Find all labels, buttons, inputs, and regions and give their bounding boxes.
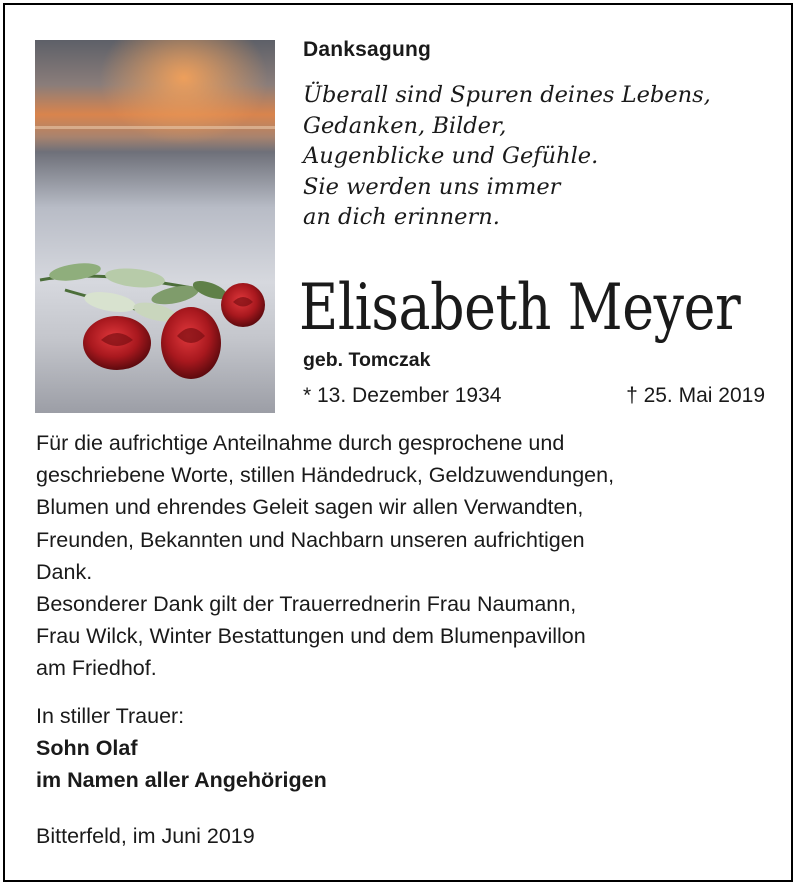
thank-you-text <box>36 427 766 685</box>
text-line: Dank. <box>36 559 93 584</box>
text-line: Besonderer Dank gilt der Trauerrednerin Frau Naumann, <box>36 592 577 617</box>
notice-heading: Danksagung <box>303 38 432 61</box>
poem-line: Augenblicke und Gefühle. <box>303 143 599 169</box>
deceased-name: Elisabeth Meyer <box>299 271 741 345</box>
text-line: Frau Wilck, Winter Bestattungen und dem Blumenpavillon <box>36 624 586 649</box>
poem-line: an dich erinnern. <box>303 204 500 230</box>
text-line: Freunden, Bekannten und Nachbarn unseren aufrichtigen <box>36 527 585 552</box>
birth-date: * 13. Dezember 1934 <box>303 384 502 407</box>
text-line: geschriebene Worte, stillen Händedruck, Geldzuwendungen, <box>36 463 615 488</box>
poem-line: Sie werden uns immer <box>303 173 561 200</box>
place-date: Bitterfeld, im Juni 2019 <box>36 824 255 848</box>
signature-intro: In stiller Trauer: <box>36 704 185 728</box>
signature-family: im Namen aller Angehörigen <box>36 768 327 793</box>
signature-block <box>36 700 327 797</box>
poem <box>303 80 773 233</box>
text-line: Für die aufrichtige Anteilnahme durch gesprochene und <box>36 431 565 455</box>
signature-name: Sohn Olaf <box>36 736 138 761</box>
text-line: Blumen und ehrendes Geleit sagen wir allen Verwandten, <box>36 495 584 520</box>
maiden-name: geb. Tomczak <box>303 349 431 371</box>
roses-photo <box>35 40 275 413</box>
poem-line: Gedanken, Bilder, <box>303 112 507 139</box>
text-line: am Friedhof. <box>36 656 157 681</box>
poem-line: Überall sind Spuren deines Lebens, <box>303 82 711 108</box>
death-date: † 25. Mai 2019 <box>626 384 765 407</box>
